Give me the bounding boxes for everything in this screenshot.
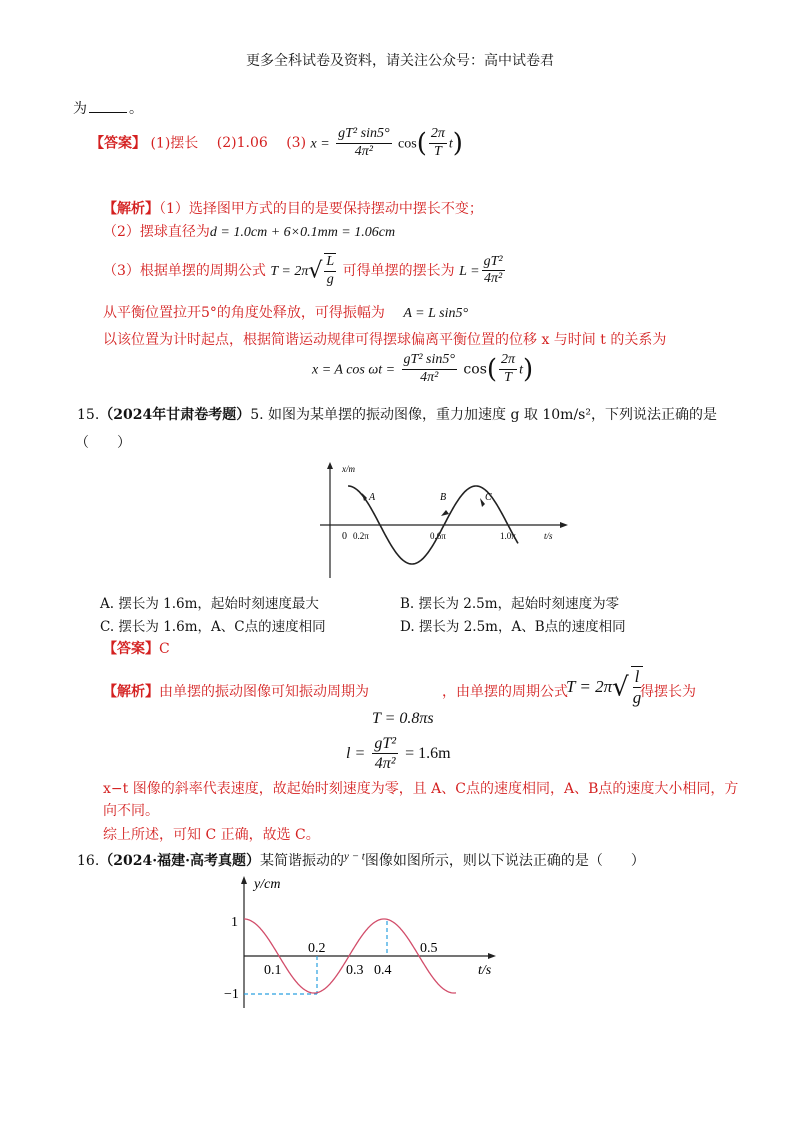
answer-label: 【答案】 (90, 135, 146, 152)
analysis-mid-text: ，由单摆的周期公式 (442, 684, 568, 700)
x-axis-label: t/s (478, 963, 492, 978)
x-axis-arrow (488, 953, 496, 959)
q16-text: 某简谐振动的 (259, 853, 344, 869)
tick-label: 0.4 (374, 963, 392, 978)
analysis-text: 由单摆的振动图像可知振动周期为 (159, 684, 369, 700)
q15-text: 5. 如图为某单摆的振动图像，重力加速度 g 取 10m/s²，下列说法正确的是 (250, 407, 717, 423)
y-tick-positive: 1 (231, 915, 238, 930)
period-formula: T = 2π (270, 263, 309, 279)
answer-part3-prefix: (3) (286, 135, 307, 152)
analysis-label: 【解析】 (103, 201, 159, 217)
x-axis-arrow (560, 522, 568, 528)
tick-label: 0.1 (264, 963, 282, 978)
q15-paren: （ ） (75, 435, 131, 451)
tick-label: 0.3 (346, 963, 364, 978)
y-axis-arrow (327, 462, 333, 469)
point-label-b: B (440, 492, 447, 503)
answer-inner-fraction: $\frac{2\pi}{T}$ (430, 126, 445, 159)
x-axis-label: t/s (544, 531, 553, 541)
q15-oscillation-graph (320, 458, 570, 580)
answer-fraction: $\frac{\text{gT² sin5°}}{\text{4π²}}$ (338, 126, 390, 159)
y-tick-negative: −1 (224, 987, 239, 1002)
t-var: t (448, 136, 453, 152)
displacement-inner-fraction: $\frac{2\pi}{T}$ (501, 352, 516, 385)
q14-tail-text: 为 (73, 101, 87, 117)
q15-conclusion: 综上所述，可知 C 正确，故选 C。 (103, 827, 320, 843)
q16-text-end: 图像如图所示，则以下说法正确的是（ ） (364, 853, 645, 869)
q16-source: （2024·福建·高考真题） (99, 853, 260, 869)
answer-value: C (159, 641, 170, 657)
y-axis-label: x/m (342, 464, 355, 474)
analysis-line3-mid: 可得单摆的摆长为 (342, 262, 455, 279)
q15-analysis-line3: 向不同。 (103, 803, 159, 819)
answer-formula-lhs: x = (310, 136, 330, 152)
option-a[interactable]: A. 摆长为 1.6m，起始时刻速度最大 (100, 596, 319, 612)
point-label-c: C (485, 492, 492, 503)
length-formula (346, 734, 451, 773)
q15-period-formula: T = 2π√ $\frac{l}{g}$ (566, 667, 642, 708)
tick-label: 1.0π (500, 531, 516, 541)
amplitude-formula: A = L sin5° (403, 306, 469, 321)
q14-tail (73, 98, 143, 118)
y-axis-label: y/cm (254, 877, 281, 892)
length-fraction: $\frac{\text{gT²}}{\text{4π²}}$ (483, 253, 503, 287)
sqrt-fraction: $\frac{l}{g}$ (632, 667, 642, 708)
option-d[interactable]: D. 摆长为 2.5m，A、B点的速度相同 (400, 619, 626, 635)
q14-tail-end: 。 (129, 101, 143, 117)
tick-label: 0.5 (420, 941, 438, 956)
period-value: T = 0.8πs (372, 710, 434, 727)
length-lhs: l = (346, 745, 366, 763)
cos-text-2: cos (463, 361, 487, 378)
analysis-line1-text: （1）选择图甲方式的目的是要保持摆动中摆长不变； (159, 201, 483, 217)
length-lhs: L = (459, 263, 480, 279)
sqrt-fraction: $\frac{L}{g}$ (326, 254, 335, 287)
analysis-14-line6: x = A cos ωt = $\frac{\text{gT² sin5°}}{\text{4π²}}$ cos( $\frac{2\pi}{T}$ t) (312, 352, 534, 385)
analysis-14-line3: （3）根据单摆的周期公式 T = 2π√ $\frac{L}{g}$ 可得单摆的摆长为 L = $\frac{\text{gT²}}{\text{4π²}}$ (103, 253, 503, 287)
analysis-label: 【解析】 (103, 684, 159, 700)
length-fraction: $\frac{\text{gT²}}{\text{4π²}}$ (374, 735, 397, 773)
analysis-14-line2 (103, 221, 395, 241)
origin-label: 0 (342, 531, 347, 542)
t-var-2: t (519, 362, 523, 378)
answer-label: 【答案】 (103, 641, 159, 657)
y-t-symbol: y − t (343, 850, 365, 863)
answer-part2: (2)1.06 (216, 135, 268, 152)
q15-stem (77, 404, 717, 424)
point-label-a: A (369, 492, 376, 503)
displacement-lhs: x = A cos ωt = (312, 362, 396, 378)
analysis-line4-text: 从平衡位置拉开5°的角度处释放，可得振幅为 (103, 305, 385, 321)
q15-analysis-mid (442, 681, 568, 701)
blank-line (89, 112, 127, 113)
q16-oscillation-graph (222, 872, 502, 1012)
q15-number: 15. (77, 407, 100, 423)
q15-analysis-line2: x−t 图像的斜率代表速度，故起始时刻速度为零，且 A、C点的速度相同，A、B点的速度大小相同，方 (103, 781, 739, 797)
y-axis-arrow (241, 876, 247, 884)
length-rhs: = 1.6m (405, 745, 451, 763)
q16-number: 16. (77, 853, 100, 869)
period-formula-text: T = 2π (566, 676, 613, 696)
q16-stem (77, 850, 645, 870)
displacement-fraction: $\frac{\text{gT² sin5°}}{\text{4π²}}$ (403, 352, 455, 385)
q15-analysis-end: 得摆长为 (640, 684, 696, 700)
option-b[interactable]: B. 摆长为 2.5m，起始时刻速度为零 (400, 596, 620, 612)
tick-label: 0.2π (353, 531, 369, 541)
q15-analysis-line1 (103, 681, 369, 701)
cos-text: cos (398, 136, 417, 152)
tick-label: 0.2 (308, 941, 326, 956)
analysis-14-line5: 以该位置为计时起点，根据简谐运动规律可得摆球偏离平衡位置的位移 x 与时间 t 的关系为 (103, 332, 667, 348)
answer-part1: (1)摆长 (150, 135, 199, 152)
q15-source: （2024年甘肃卷考题） (99, 407, 251, 423)
diameter-formula: d = 1.0cm + 6×0.1mm = 1.06cm (209, 225, 396, 240)
analysis-line3-prefix: （3）根据单摆的周期公式 (103, 262, 266, 279)
answer-14: 【答案】 (1)摆长 (2)1.06 (3) x = $\frac{\text{gT² sin5°}}{\text{4π²}}$ cos( $\frac{2\pi}{T}$ t) (90, 126, 463, 159)
analysis-14-line4 (103, 302, 468, 322)
option-c[interactable]: C. 摆长为 1.6m，A、C点的速度相同 (100, 619, 326, 635)
page-header: 更多全科试卷及资料，请关注公众号：高中试卷君 (246, 53, 554, 69)
analysis-line2-prefix: （2）摆球直径为 (103, 224, 210, 240)
tick-label: 0.6π (430, 531, 446, 541)
arrow-marker (441, 510, 449, 516)
analysis-14-line1 (103, 198, 483, 218)
q15-answer (103, 638, 170, 658)
